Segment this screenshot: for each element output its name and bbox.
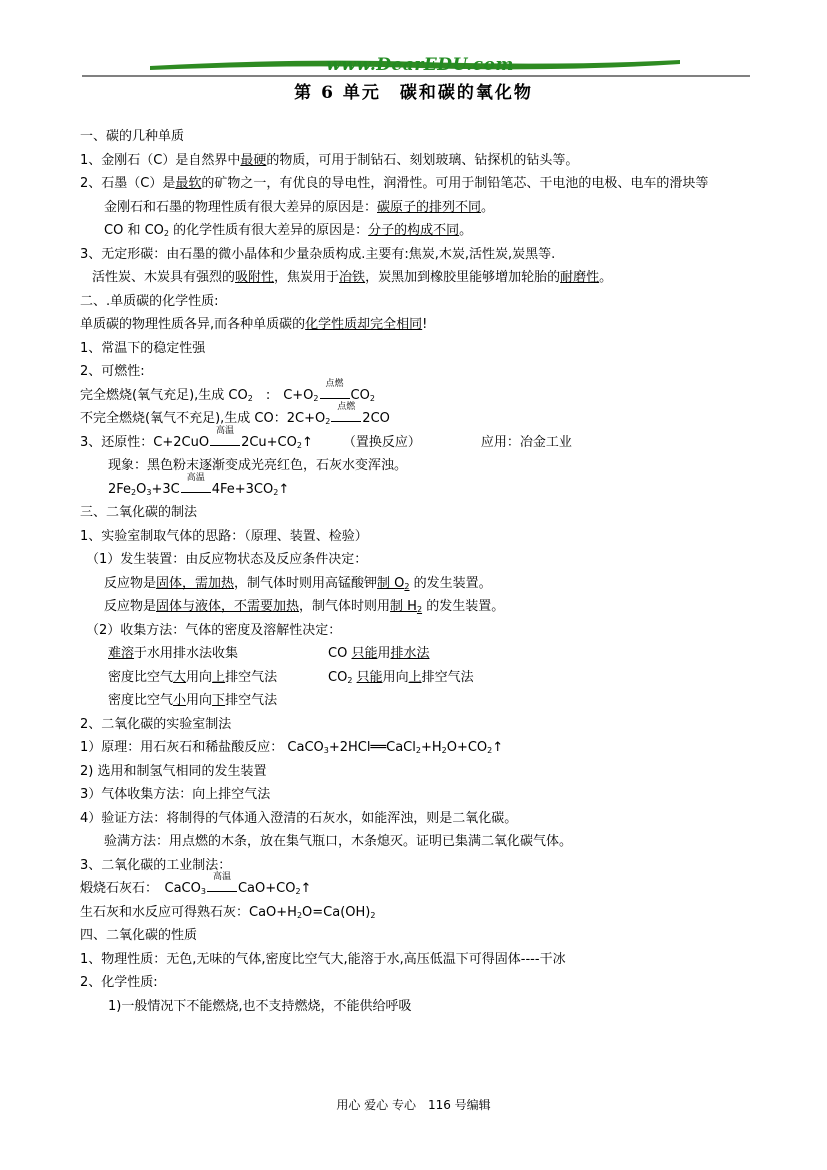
paragraph: 3、二氧化碳的工业制法： xyxy=(80,857,232,873)
equation-line: 完全燃烧(氧气充足),生成 $CO_2$ : $C+O_2$ 点燃 $CO_2$ xyxy=(80,384,750,408)
paragraph: 密度比空气小用向下排空气法 xyxy=(108,693,278,708)
paragraph: 金刚石和石墨的物理性质有很大差异的原因是：碳原子的排列不同。 xyxy=(104,199,495,215)
document-body xyxy=(80,125,750,1018)
paragraph: 难溶于水用排水法收集 CO 只能用排水法 xyxy=(108,646,430,661)
paragraph: 4）验证方法：将制得的气体通入澄清的石灰水，如能浑浊，则是二氧化碳。 xyxy=(80,810,518,826)
section-heading: 三、二氧化碳的制法 xyxy=(80,505,198,520)
reaction-condition: 点燃 xyxy=(331,407,361,431)
paragraph: 现象：黑色粉末逐渐变成光亮红色，石灰水变浑浊。 xyxy=(108,458,408,473)
paragraph: 2、二氧化碳的实验室制法 xyxy=(80,716,232,732)
equation-line: 煅烧石灰石： CaCO$_3$ 高温 $CaO+CO_2↑$ xyxy=(80,877,750,901)
paragraph: 1、物理性质：无色,无味的气体,密度比空气大,能溶于水,高压低温下可得固体----干冰 xyxy=(80,951,566,967)
paragraph: 2、石墨（C）是最软的矿物之一，有优良的导电性，润滑性。可用于制铅笔芯、干电池的电极、电车的滑块等 xyxy=(80,176,709,191)
paragraph: 2) 选用和制氢气相同的发生装置 xyxy=(80,763,267,779)
paragraph: 2、可燃性: xyxy=(80,364,145,379)
paragraph: 活性炭、木炭具有强烈的吸附性，焦炭用于冶铁，炭黑加到橡胶里能够增加轮胎的耐磨性。 xyxy=(92,270,613,285)
section-heading: 四、二氧化碳的性质 xyxy=(80,928,198,943)
equation-line: 不完全燃烧(氧气不充足),生成 CO：$2C+O_2$ 点燃 2CO xyxy=(80,407,750,431)
reaction-condition: 高温 xyxy=(207,877,237,901)
paragraph: （2）收集方法：气体的密度及溶解性决定： xyxy=(86,622,342,638)
paragraph: 1、常温下的稳定性强 xyxy=(80,340,206,356)
paragraph: 3）气体收集方法：向上排空气法 xyxy=(80,787,271,802)
page-title: 第 6 单元 碳和碳的氧化物 xyxy=(294,83,533,103)
reaction-condition: 高温 xyxy=(181,478,211,502)
equation-line: 3、还原性：C+2CuO 高温 $2Cu+CO_2↑$ （置换反应） 应用：冶金工业 xyxy=(80,431,750,455)
paragraph: 反应物是固体与液体，不需要加热，制气体时则用制 $H_2$ 的发生装置。 xyxy=(104,599,505,614)
site-logo: www.DearEDU.com xyxy=(326,55,514,75)
reaction-condition: 点燃 xyxy=(320,384,350,408)
paragraph: 验满方法：用点燃的木条，放在集气瓶口，木条熄灭。证明已集满二氧化碳气体。 xyxy=(104,834,573,849)
paragraph: 1、金刚石（C）是自然界中最硬的物质，可用于制钻石、刻划玻璃、钻探机的钻头等。 xyxy=(80,152,579,168)
paragraph: 反应物是固体，需加热，制气体时则用高锰酸钾制 $O_2$ 的发生装置。 xyxy=(104,575,492,591)
section-heading: 二、.单质碳的化学性质: xyxy=(80,293,219,309)
paragraph: 1)一般情况下不能燃烧,也不支持燃烧，不能供给呼吸 xyxy=(108,998,412,1014)
paragraph: （1）发生装置：由反应物状态及反应条件决定： xyxy=(86,552,368,567)
equation-line: $2Fe_2O_3+3C$ 高温 $4Fe+3CO_2↑$ xyxy=(80,478,750,502)
page-header xyxy=(0,0,827,80)
paragraph: CO 和 $CO_2$ 的化学性质有很大差异的原因是：分子的构成不同。 xyxy=(104,223,473,238)
reaction-condition: 高温 xyxy=(210,431,240,455)
paragraph: 单质碳的物理性质各异,而各种单质碳的化学性质却完全相同! xyxy=(80,317,428,332)
gas-arrow-icon: ↑ xyxy=(278,481,290,497)
equation-line: 1）原理：用石灰石和稀盐酸反应： $CaCO_3+2HCl══CaCl_2+H_2O+CO_2↑$ xyxy=(80,740,504,755)
equation-line: 生石灰和水反应可得熟石灰：$CaO+H_2O=Ca(OH)_2$ xyxy=(80,904,376,920)
gas-arrow-icon: ↑ xyxy=(492,740,504,755)
paragraph: 2、化学性质: xyxy=(80,975,158,990)
paragraph: 3、无定形碳：由石墨的微小晶体和少量杂质构成.主要有:焦炭,木炭,活性炭,炭黑等. xyxy=(80,246,556,262)
paragraph: 1、实验室制取气体的思路：（原理、装置、检验） xyxy=(80,528,368,544)
paragraph: 密度比空气大用向上排空气法 $CO_2$ 只能用向上排空气法 xyxy=(108,669,474,685)
section-heading: 一、碳的几种单质 xyxy=(80,129,185,144)
page-footer: 用心 爱心 专心 116 号编辑 xyxy=(336,1098,491,1112)
gas-arrow-icon: ↑ xyxy=(301,434,313,450)
gas-arrow-icon: ↑ xyxy=(300,881,312,896)
